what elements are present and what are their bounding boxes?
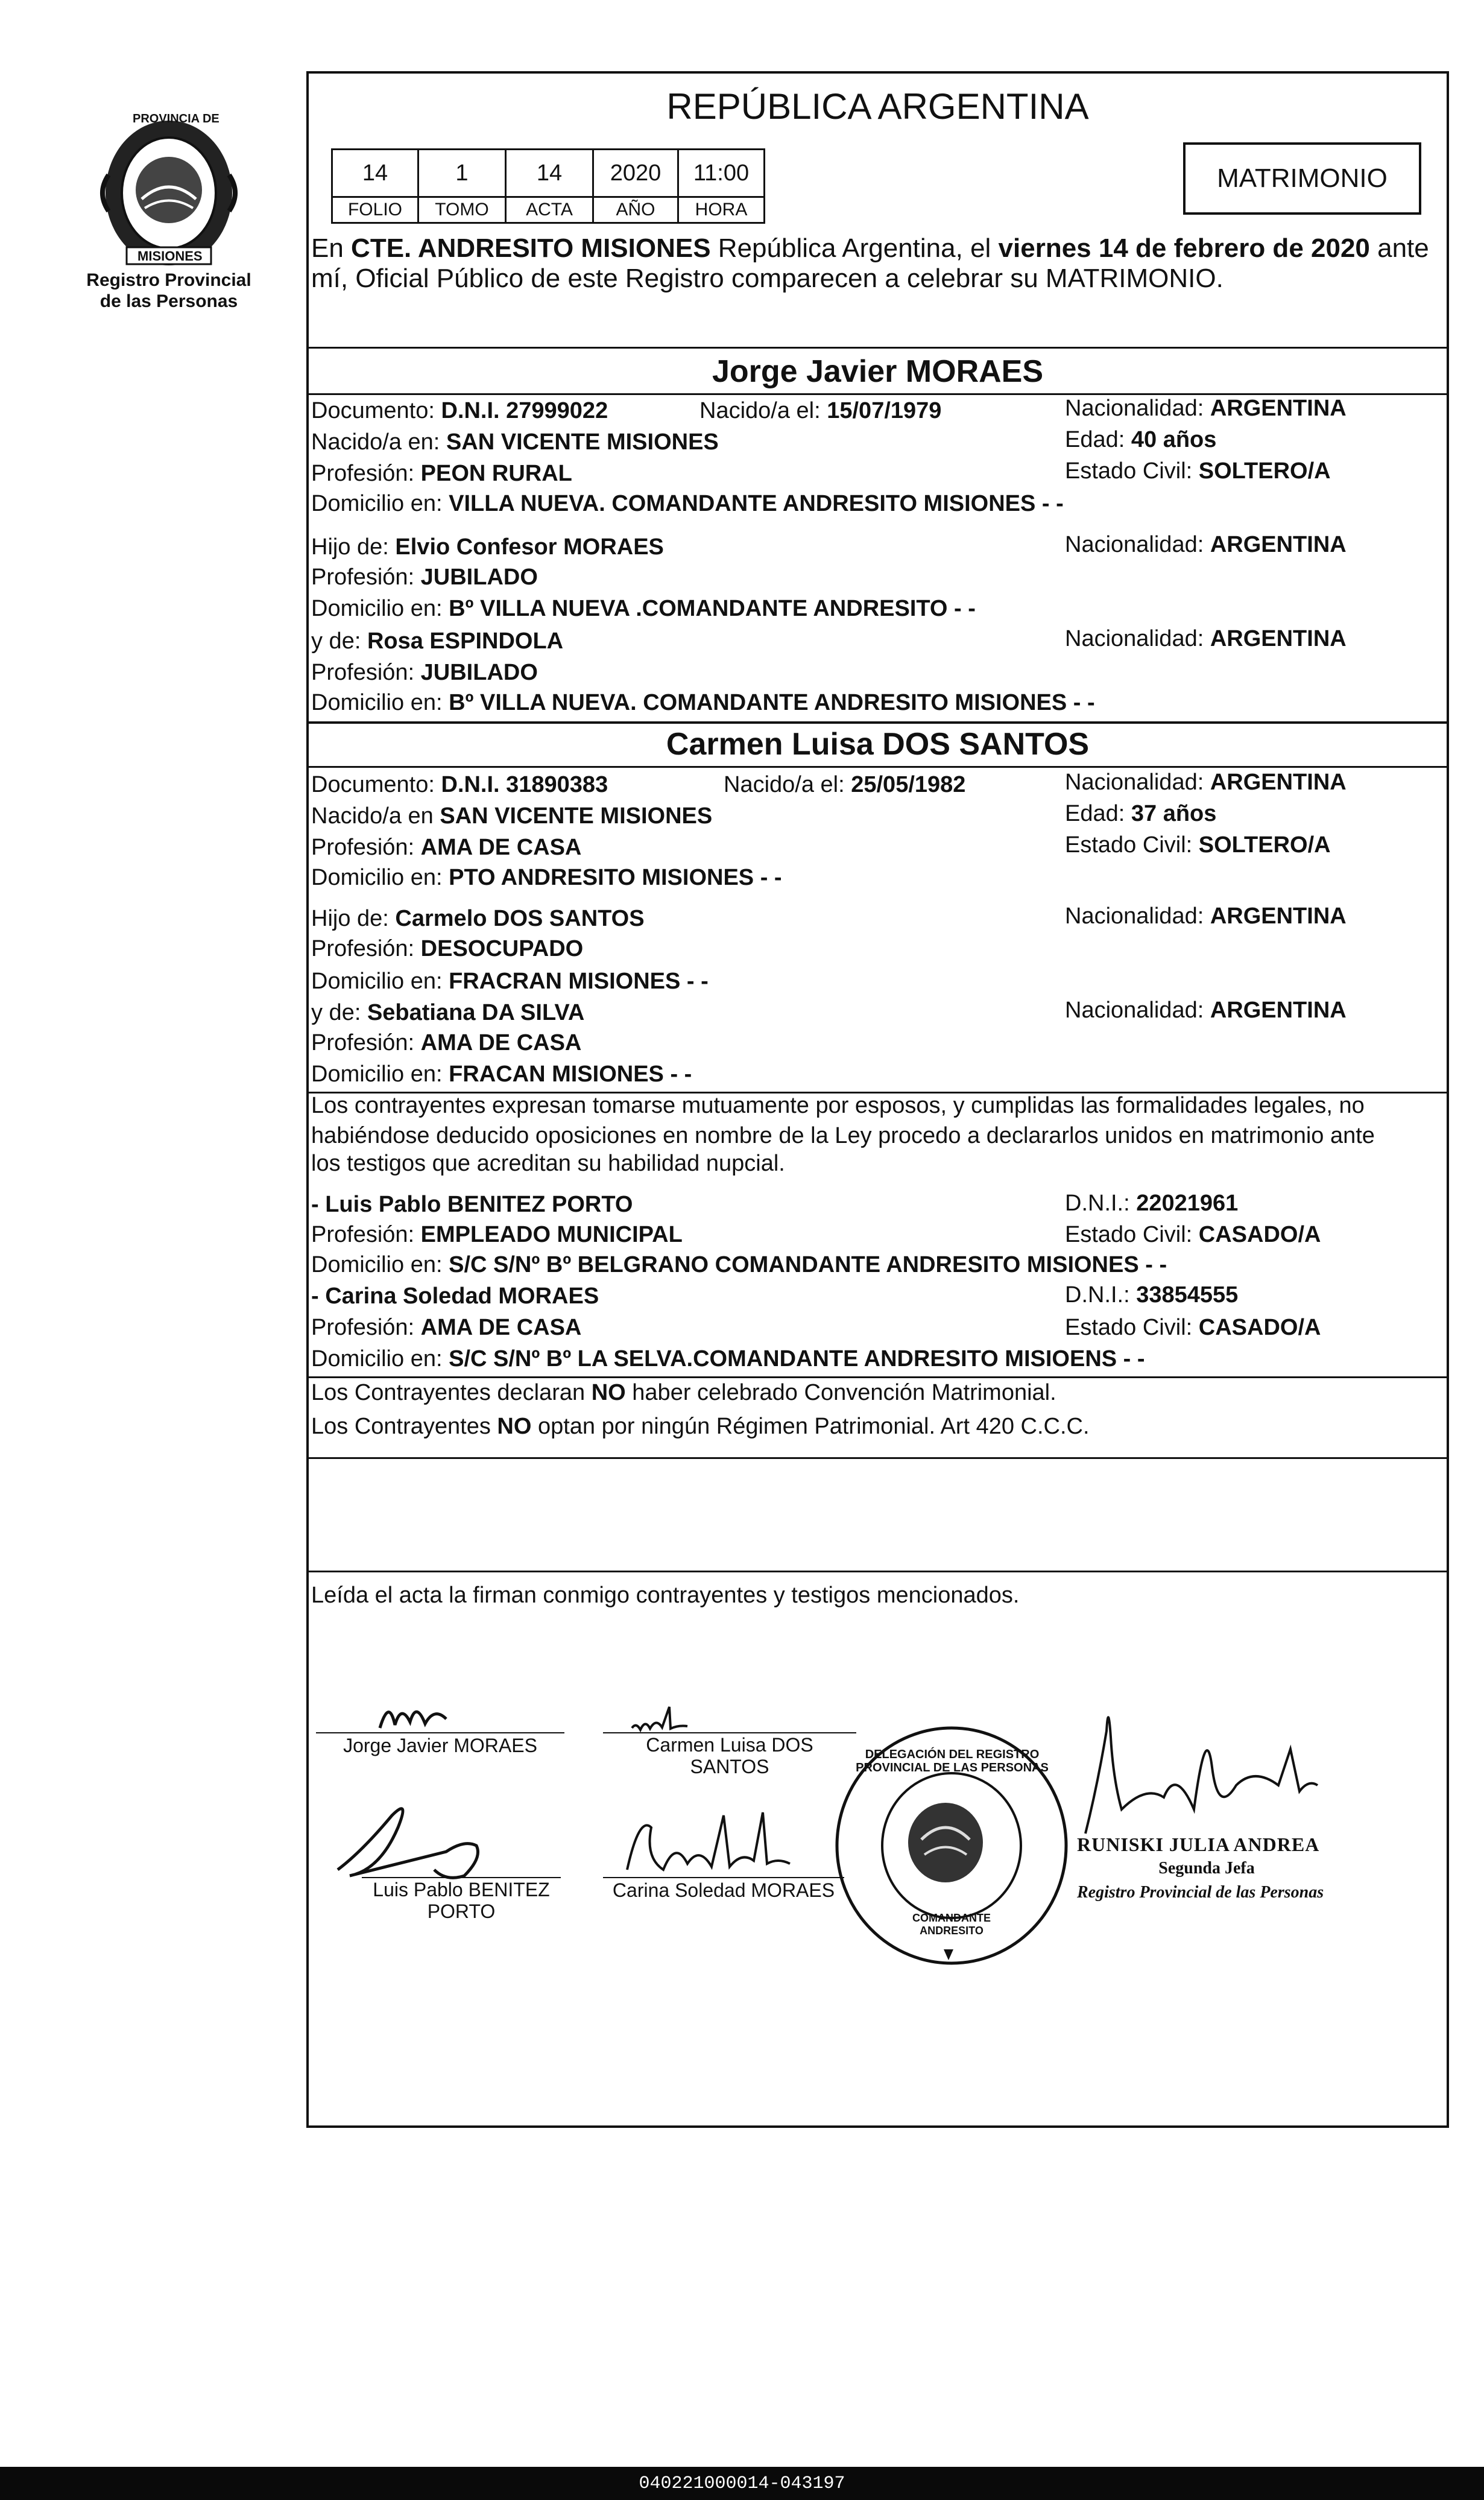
witness2-signature-label: Carina Soledad MORAES — [612, 1879, 835, 1901]
hora-label: HORA — [678, 197, 765, 223]
witness2-civil-status: Estado Civil: CASADO/A — [1065, 1315, 1321, 1340]
signature-line — [603, 1877, 844, 1878]
bride-nationality: Nacionalidad: ARGENTINA — [1065, 770, 1347, 795]
signature-line — [362, 1877, 561, 1878]
emblem-ring-top-text: PROVINCIA DE — [133, 112, 219, 125]
groom-address: Domicilio en: VILLA NUEVA. COMANDANTE ANDRESITO MISIONES - - — [311, 491, 1064, 516]
witness1-signature — [326, 1791, 531, 1891]
groom-birthdate: Nacido/a el: 15/07/1979 — [699, 398, 942, 423]
bride-name: Carmen Luisa DOS SANTOS — [666, 727, 1090, 762]
officer-signature — [1073, 1695, 1327, 1855]
document-code: 040221000014-043197 — [639, 2473, 845, 2494]
groom-father: Hijo de: Elvio Confesor MORAES — [311, 534, 664, 560]
witness2-name: - Carina Soledad MORAES — [311, 1283, 599, 1309]
hora-value: 11:00 — [678, 150, 765, 197]
convention-statement: Los Contrayentes declaran NO haber celebrado Convención Matrimonial. — [311, 1380, 1056, 1405]
signature-line — [316, 1732, 564, 1733]
stamp-inner-text: COMANDANTE ANDRESITO — [912, 1912, 991, 1937]
emblem-ring-bottom-text: MISIONES — [137, 248, 203, 264]
groom-nationality: Nacionalidad: ARGENTINA — [1065, 396, 1347, 421]
bride-father-nationality: Nacionalidad: ARGENTINA — [1065, 903, 1347, 929]
registry-stamp — [825, 1719, 1078, 1978]
groom-father-address: Domicilio en: Bº VILLA NUEVA .COMANDANTE ANDRESITO - - — [311, 596, 976, 621]
signature-line — [603, 1732, 856, 1733]
witness1-dni: D.N.I.: 22021961 — [1065, 1191, 1239, 1216]
witness1-profession: Profesión: EMPLEADO MUNICIPAL — [311, 1222, 683, 1247]
divider — [306, 1376, 1449, 1378]
bride-mother-nationality: Nacionalidad: ARGENTINA — [1065, 998, 1347, 1023]
witness2-dni: D.N.I.: 33854555 — [1065, 1282, 1239, 1308]
acta-label: ACTA — [506, 197, 593, 223]
officer-role: Segunda Jefa — [1158, 1859, 1255, 1878]
groom-civil-status: Estado Civil: SOLTERO/A — [1065, 458, 1331, 484]
groom-birthplace: Nacido/a en: SAN VICENTE MISIONES — [311, 429, 719, 455]
divider — [306, 1457, 1449, 1459]
groom-name: Jorge Javier MORAES — [712, 354, 1044, 389]
closing-statement: Leída el acta la firman conmigo contrayentes y testigos mencionados. — [311, 1583, 1020, 1608]
bride-mother-address: Domicilio en: FRACAN MISIONES - - — [311, 1062, 692, 1087]
intro-line1: En CTE. ANDRESITO MISIONES República Argentina, el viernes 14 de febrero de 2020 ante — [311, 233, 1429, 263]
divider — [306, 766, 1449, 768]
witness2-address: Domicilio en: S/C S/Nº Bº LA SELVA.COMANDANTE ANDRESITO MISIOENS - - — [311, 1346, 1145, 1372]
officer-name: RUNISKI JULIA ANDREA — [1077, 1834, 1320, 1855]
record-type-box — [1183, 142, 1421, 215]
bride-signature-label: Carmen Luisa DOS SANTOS — [646, 1734, 813, 1777]
ceremony-place: CTE. ANDRESITO MISIONES — [351, 233, 711, 263]
groom-age: Edad: 40 años — [1065, 427, 1217, 452]
bride-mother: y de: Sebatiana DA SILVA — [311, 1000, 585, 1025]
groom-mother-nationality: Nacionalidad: ARGENTINA — [1065, 626, 1347, 651]
record-type: MATRIMONIO — [1217, 163, 1388, 193]
witness1-civil-status: Estado Civil: CASADO/A — [1065, 1222, 1321, 1247]
folio-value: 14 — [332, 150, 418, 197]
ceremony-date: viernes 14 de febrero de 2020 — [998, 233, 1370, 263]
groom-document: Documento: D.N.I. 27999022 — [311, 398, 608, 423]
document-title: REPÚBLICA ARGENTINA — [666, 86, 1089, 127]
org-name — [78, 270, 259, 312]
bride-address: Domicilio en: PTO ANDRESITO MISIONES - - — [311, 865, 782, 890]
witness2-profession: Profesión: AMA DE CASA — [311, 1315, 582, 1340]
bride-father: Hijo de: Carmelo DOS SANTOS — [311, 906, 645, 931]
stamp-ring-text: DELEGACIÓN DEL REGISTRO PROVINCIAL DE LAS PERSONAS — [856, 1748, 1049, 1774]
regime-statement: Los Contrayentes NO optan por ningún Régimen Patrimonial. Art 420 C.C.C. — [311, 1414, 1090, 1439]
declaration-line3: los testigos que acreditan su habilidad nupcial. — [311, 1151, 785, 1176]
intro-line2: mí, Oficial Público de este Registro comparecen a celebrar su MATRIMONIO. — [311, 264, 1224, 293]
groom-mother: y de: Rosa ESPINDOLA — [311, 628, 564, 654]
bride-mother-profession: Profesión: AMA DE CASA — [311, 1030, 582, 1055]
bride-civil-status: Estado Civil: SOLTERO/A — [1065, 832, 1331, 858]
bride-document: Documento: D.N.I. 31890383 — [311, 772, 608, 797]
province-emblem — [84, 109, 253, 277]
declaration-line2: habiéndose deducido oposiciones en nombre de la Ley procedo a declararlos unidos en matrimonio ante — [311, 1123, 1375, 1148]
bride-birthdate: Nacido/a el: 25/05/1982 — [724, 772, 966, 797]
org-name-line2: de las Personas — [99, 291, 238, 311]
org-name-line1: Registro Provincial — [86, 270, 251, 290]
witness1-signature-label: Luis Pablo BENITEZ PORTO — [373, 1879, 550, 1922]
groom-father-nationality: Nacionalidad: ARGENTINA — [1065, 532, 1347, 557]
witness2-signature — [609, 1803, 802, 1885]
declaration-line1: Los contrayentes expresan tomarse mutuamente por esposos, y cumplidas las formalidades legales, no — [311, 1093, 1365, 1118]
bride-profession: Profesión: AMA DE CASA — [311, 835, 582, 860]
groom-father-profession: Profesión: JUBILADO — [311, 565, 538, 590]
folio-label: FOLIO — [332, 197, 418, 223]
officer-office: Registro Provincial de las Personas — [1077, 1883, 1324, 1902]
tomo-label: TOMO — [418, 197, 506, 223]
divider — [306, 1571, 1449, 1572]
ano-label: AÑO — [593, 197, 678, 223]
witness1-name: - Luis Pablo BENITEZ PORTO — [311, 1192, 633, 1217]
bride-father-address: Domicilio en: FRACRAN MISIONES - - — [311, 969, 709, 994]
document-footer — [0, 2467, 1484, 2500]
divider — [306, 721, 1449, 724]
groom-mother-address: Domicilio en: Bº VILLA NUEVA. COMANDANTE ANDRESITO MISIONES - - — [311, 690, 1095, 715]
groom-mother-profession: Profesión: JUBILADO — [311, 660, 538, 685]
record-index-table — [331, 148, 765, 224]
divider — [306, 347, 1449, 349]
ano-value: 2020 — [593, 150, 678, 197]
bride-age: Edad: 37 años — [1065, 801, 1217, 826]
divider — [306, 393, 1449, 395]
bride-birthplace: Nacido/a en SAN VICENTE MISIONES — [311, 803, 713, 829]
groom-profession: Profesión: PEON RURAL — [311, 461, 572, 486]
groom-signature-label: Jorge Javier MORAES — [343, 1735, 537, 1756]
bride-father-profession: Profesión: DESOCUPADO — [311, 936, 584, 961]
witness1-address: Domicilio en: S/C S/Nº Bº BELGRANO COMANDANTE ANDRESITO MISIONES - - — [311, 1252, 1167, 1277]
acta-value: 14 — [506, 150, 593, 197]
tomo-value: 1 — [418, 150, 506, 197]
